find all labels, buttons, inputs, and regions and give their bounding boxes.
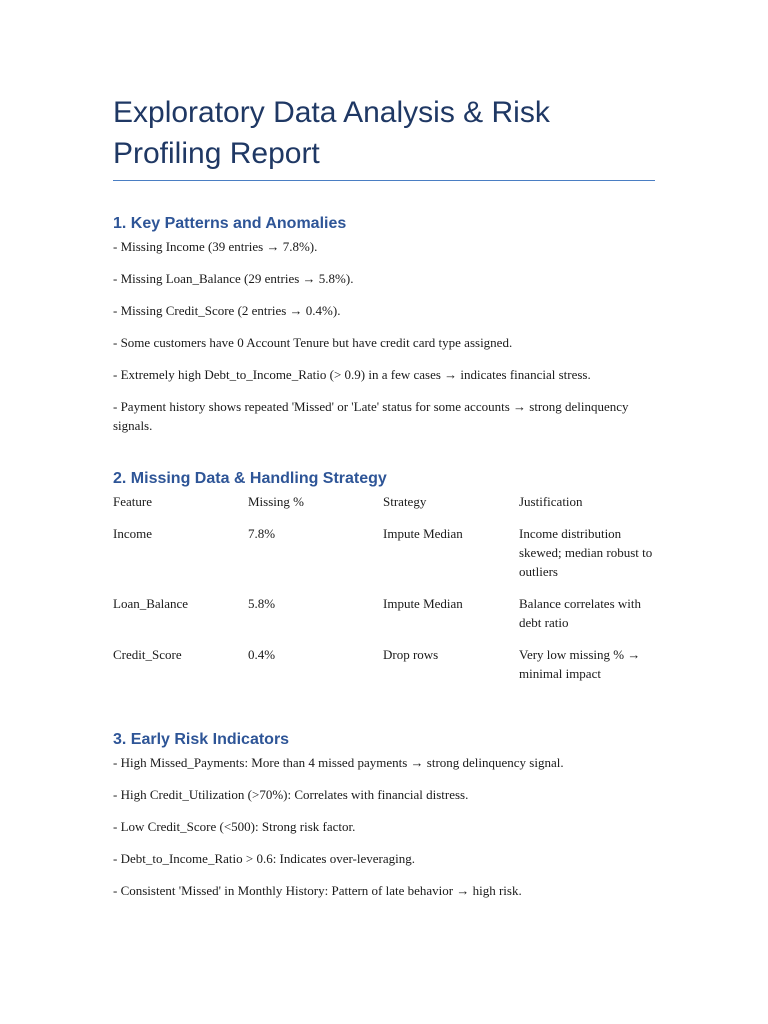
- section-heading: 1. Key Patterns and Anomalies: [113, 215, 347, 232]
- list-item: - Debt_to_Income_Ratio > 0.6: Indicates over-leveraging.: [113, 851, 416, 866]
- column-header: Justification: [519, 494, 583, 509]
- strategy-table: [113, 492, 658, 696]
- column-header: Feature: [113, 494, 152, 509]
- table-cell: 7.8%: [248, 526, 276, 541]
- table-cell: 5.8%: [248, 596, 276, 611]
- section-risk-indicators: [113, 729, 658, 913]
- list-item: - Missing Income (39 entries → 7.8%).: [113, 239, 318, 254]
- column-header: Strategy: [383, 494, 427, 509]
- section-missing-data: [113, 468, 658, 696]
- table-cell: Balance correlates with debt ratio: [519, 596, 641, 630]
- list-item: - High Missed_Payments: More than 4 missed payments → strong delinquency signal.: [113, 755, 564, 770]
- section-heading: 3. Early Risk Indicators: [113, 731, 290, 748]
- table-cell: Impute Median: [383, 596, 463, 611]
- table-row: [113, 594, 658, 645]
- list-item: - Missing Loan_Balance (29 entries → 5.8%).: [113, 271, 354, 286]
- table-cell: Drop rows: [383, 647, 439, 662]
- column-header: Missing %: [248, 494, 304, 509]
- table-header-row: [113, 492, 658, 524]
- section-key-patterns: [113, 213, 658, 448]
- title-divider: [113, 180, 655, 181]
- table-cell: 0.4%: [248, 647, 276, 662]
- list-item: - Extremely high Debt_to_Income_Ratio (> 0.9) in a few cases → indicates financial stress.: [113, 367, 591, 382]
- list-item: - Missing Credit_Score (2 entries → 0.4%).: [113, 303, 341, 318]
- list-item: - Some customers have 0 Account Tenure but have credit card type assigned.: [113, 335, 513, 350]
- table-cell: Income distribution skewed; median robust to outliers: [519, 526, 653, 579]
- list-item: - Low Credit_Score (<500): Strong risk factor.: [113, 819, 356, 834]
- table-row: [113, 524, 658, 594]
- list-item: - Consistent 'Missed' in Monthly History: Pattern of late behavior → high risk.: [113, 883, 522, 898]
- list-item: - Payment history shows repeated 'Missed' or 'Late' status for some accounts → strong delinquency signals.: [113, 399, 629, 433]
- list-item: - High Credit_Utilization (>70%): Correlates with financial distress.: [113, 787, 469, 802]
- section-heading: 2. Missing Data & Handling Strategy: [113, 470, 387, 487]
- document-title: Exploratory Data Analysis & Risk Profiling Report: [113, 96, 550, 170]
- table-cell: Loan_Balance: [113, 596, 189, 611]
- table-cell: Credit_Score: [113, 647, 182, 662]
- table-cell: Income: [113, 526, 152, 541]
- table-cell: Very low missing % → minimal impact: [519, 647, 641, 681]
- table-row: [113, 645, 658, 696]
- table-cell: Impute Median: [383, 526, 463, 541]
